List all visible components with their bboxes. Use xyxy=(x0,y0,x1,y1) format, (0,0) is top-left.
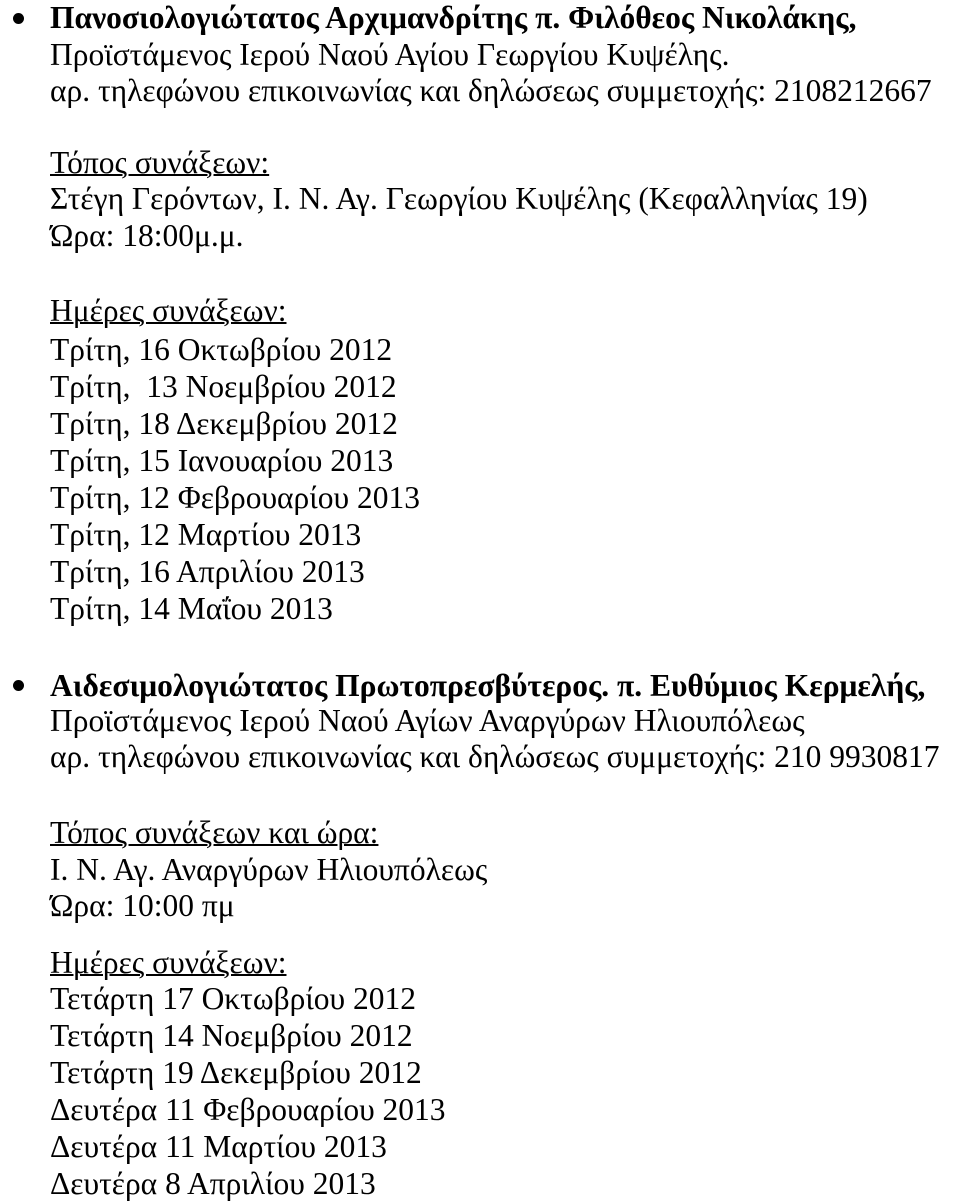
meeting-dates-heading: Ημέρες συνάξεων: xyxy=(50,945,287,980)
meeting-date-item: Τρίτη, 15 Ιανουαρίου 2013 xyxy=(50,443,394,478)
meeting-date-item: Τετάρτη 19 Δεκεμβρίου 2012 xyxy=(50,1055,422,1090)
clergy-name: Πανοσιολογιώτατος Αρχιμανδρίτης π. Φιλόθεος Νικολάκης, xyxy=(50,0,857,35)
meeting-place: Ι. Ν. Αγ. Αναργύρων Ηλιουπόλεως xyxy=(50,852,488,887)
phone-label: αρ. τηλεφώνου επικοινωνίας και δηλώσεως συμμετοχής: xyxy=(50,739,767,774)
clergy-entry xyxy=(0,668,960,1203)
phone-number: 2108212667 xyxy=(774,73,932,108)
list-bullet-icon xyxy=(13,13,24,24)
meeting-date-item: Δευτέρα 8 Απριλίου 2013 xyxy=(50,1166,376,1201)
phone-label: αρ. τηλεφώνου επικοινωνίας και δηλώσεως συμμετοχής: xyxy=(50,73,767,108)
meeting-place: Στέγη Γερόντων, Ι. Ν. Αγ. Γεωργίου Κυψέλης (Κεφαλληνίας 19) xyxy=(50,181,868,216)
phone-line xyxy=(50,739,940,775)
time-value: 10:00 πμ xyxy=(122,888,235,923)
meeting-place-heading: Τόπος συνάξεων και ώρα: xyxy=(50,815,379,850)
time-label: Ώρα: xyxy=(50,218,115,253)
time-value: 18:00μ.μ. xyxy=(122,218,244,253)
meeting-date-item: Τρίτη, 16 Οκτωβρίου 2012 xyxy=(50,332,393,367)
meeting-date-item: Δευτέρα 11 Φεβρουαρίου 2013 xyxy=(50,1092,446,1127)
meeting-dates-heading: Ημέρες συνάξεων: xyxy=(50,293,287,328)
meeting-date-item: Τρίτη, 13 Νοεμβρίου 2012 xyxy=(50,369,397,404)
clergy-position: Προϊστάμενος Ιερού Ναού Αγίων Αναργύρων Ηλιουπόλεως xyxy=(50,703,805,738)
meeting-date-item: Τετάρτη 17 Οκτωβρίου 2012 xyxy=(50,981,417,1016)
meeting-date-item: Τρίτη, 12 Φεβρουαρίου 2013 xyxy=(50,480,420,515)
meeting-date-item: Τρίτη, 12 Μαρτίου 2013 xyxy=(50,517,362,552)
clergy-name: Αιδεσιμολογιώτατος Πρωτοπρεσβύτερος. π. Ευθύμιος Κερμελής, xyxy=(50,668,926,703)
meeting-date-item: Τετάρτη 14 Νοεμβρίου 2012 xyxy=(50,1018,413,1053)
meeting-place-heading: Τόπος συνάξεων: xyxy=(50,145,270,180)
meeting-dates-list xyxy=(50,980,446,1202)
meeting-date-item: Τρίτη, 18 Δεκεμβρίου 2012 xyxy=(50,406,398,441)
phone-line xyxy=(50,73,932,109)
meeting-date-item: Τρίτη, 16 Απριλίου 2013 xyxy=(50,554,365,589)
meeting-time xyxy=(50,218,244,254)
meeting-date-item: Δευτέρα 11 Μαρτίου 2013 xyxy=(50,1129,387,1164)
time-label: Ώρα: xyxy=(50,888,115,923)
list-bullet-icon xyxy=(13,680,24,691)
phone-number: 210 9930817 xyxy=(774,739,940,774)
meeting-dates-list xyxy=(50,331,420,627)
meeting-time xyxy=(50,888,235,924)
clergy-position: Προϊστάμενος Ιερού Ναού Αγίου Γεωργίου Κυψέλης. xyxy=(50,37,730,72)
meeting-date-item: Τρίτη, 14 Μαΐου 2013 xyxy=(50,591,333,626)
